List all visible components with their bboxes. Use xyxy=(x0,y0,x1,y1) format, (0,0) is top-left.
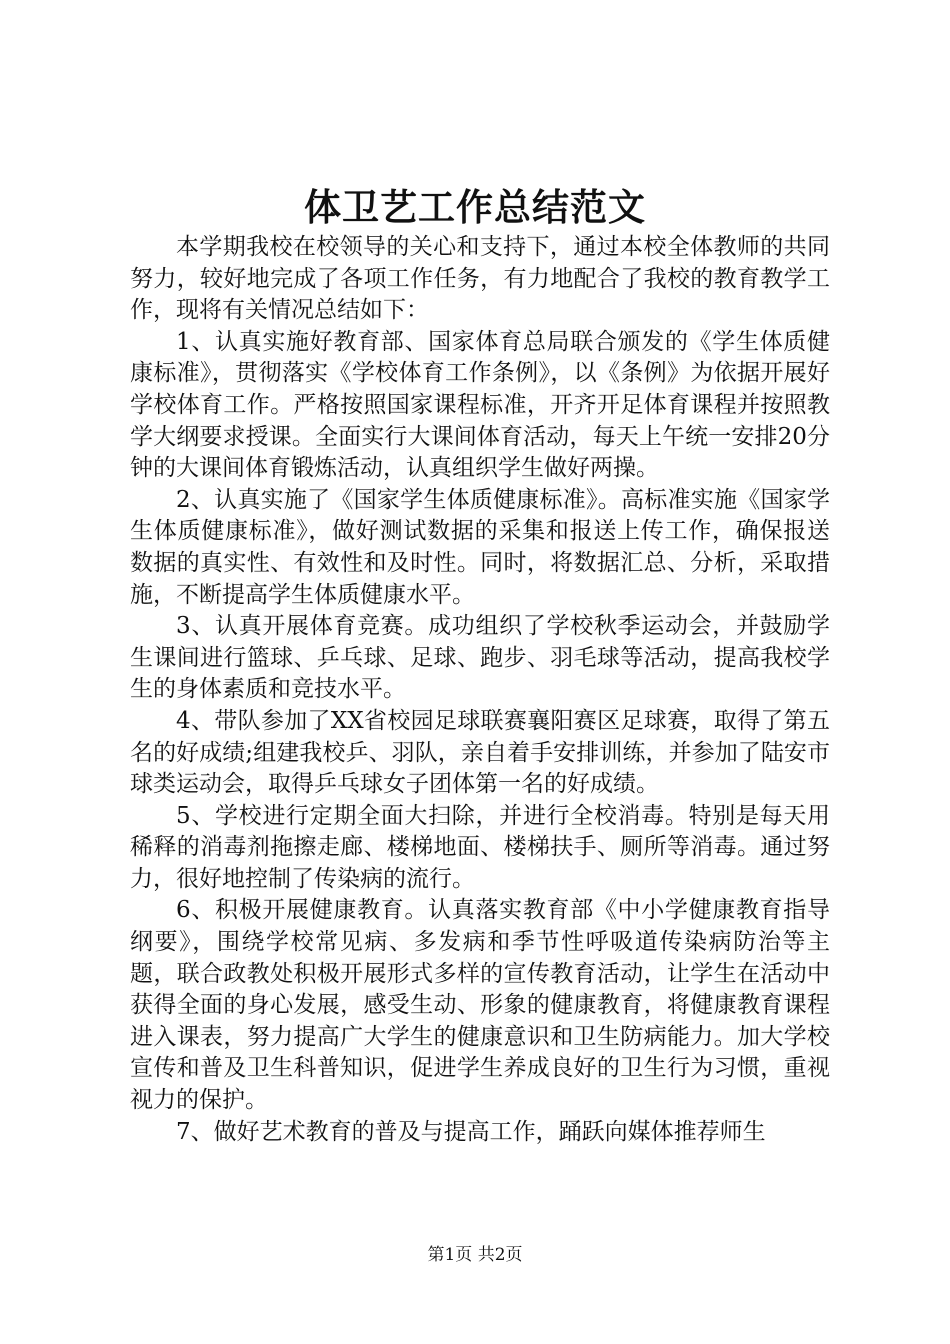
paragraph-item-2: 2、认真实施了《国家学生体质健康标准》。高标准实施《国家学生体质健康标准》，做好测试数据的采集和报送上传工作，确保报送数据的真实性、有效性和及时性。同时，将数据汇总、分析，采取措施，不断提高学生体质健康水平。 xyxy=(130,486,830,608)
paragraph-intro: 本学期我校在校领导的关心和支持下，通过本校全体教师的共同努力，较好地完成了各项工作任务，有力地配合了我校的教育教学工作，现将有关情况总结如下： xyxy=(130,234,830,324)
paragraph-item-1: 1、认真实施好教育部、国家体育总局联合颁发的《学生体质健康标准》，贯彻落实《学校体育工作条例》，以《条例》为依据开展好学校体育工作。严格按照国家课程标准，开齐开足体育课程并按照教学大纲要求授课。全面实行大课间体育活动，每天上午统一安排20分钟的大课间体育锻炼活动，认真组织学生做好两操。 xyxy=(130,328,830,482)
page-number-footer: 第1页 共2页 xyxy=(427,1245,523,1265)
document-title: 体卫艺工作总结范文 xyxy=(304,185,646,229)
paragraph-item-7: 7、做好艺术教育的普及与提高工作，踊跃向媒体推荐师生 xyxy=(176,1118,766,1145)
document-body xyxy=(130,232,830,1148)
paragraph-item-3: 3、认真开展体育竞赛。成功组织了学校秋季运动会，并鼓励学生课间进行篮球、乒乓球、足球、跑步、羽毛球等活动，提高我校学生的身体素质和竞技水平。 xyxy=(130,613,830,703)
paragraph-item-5: 5、学校进行定期全面大扫除，并进行全校消毒。特别是每天用稀释的消毒剂拖擦走廊、楼梯地面、楼梯扶手、厕所等消毒。通过努力，很好地控制了传染病的流行。 xyxy=(130,802,830,892)
paragraph-item-6: 6、积极开展健康教育。认真落实教育部《中小学健康教育指导纲要》，围绕学校常见病、多发病和季节性呼吸道传染病防治等主题，联合政教处积极开展形式多样的宣传教育活动，让学生在活动中获得全面的身心发展，感受生动、形象的健康教育，将健康教育课程进入课表，努力提高广大学生的健康意识和卫生防病能力。加大学校宣传和普及卫生科普知识，促进学生养成良好的卫生行为习惯，重视视力的保护。 xyxy=(130,897,830,1114)
paragraph-item-4: 4、带队参加了XX省校园足球联赛襄阳赛区足球赛，取得了第五名的好成绩;组建我校乒、羽队，亲自着手安排训练，并参加了陆安市球类运动会，取得乒乓球女子团体第一名的好成绩。 xyxy=(130,707,830,798)
